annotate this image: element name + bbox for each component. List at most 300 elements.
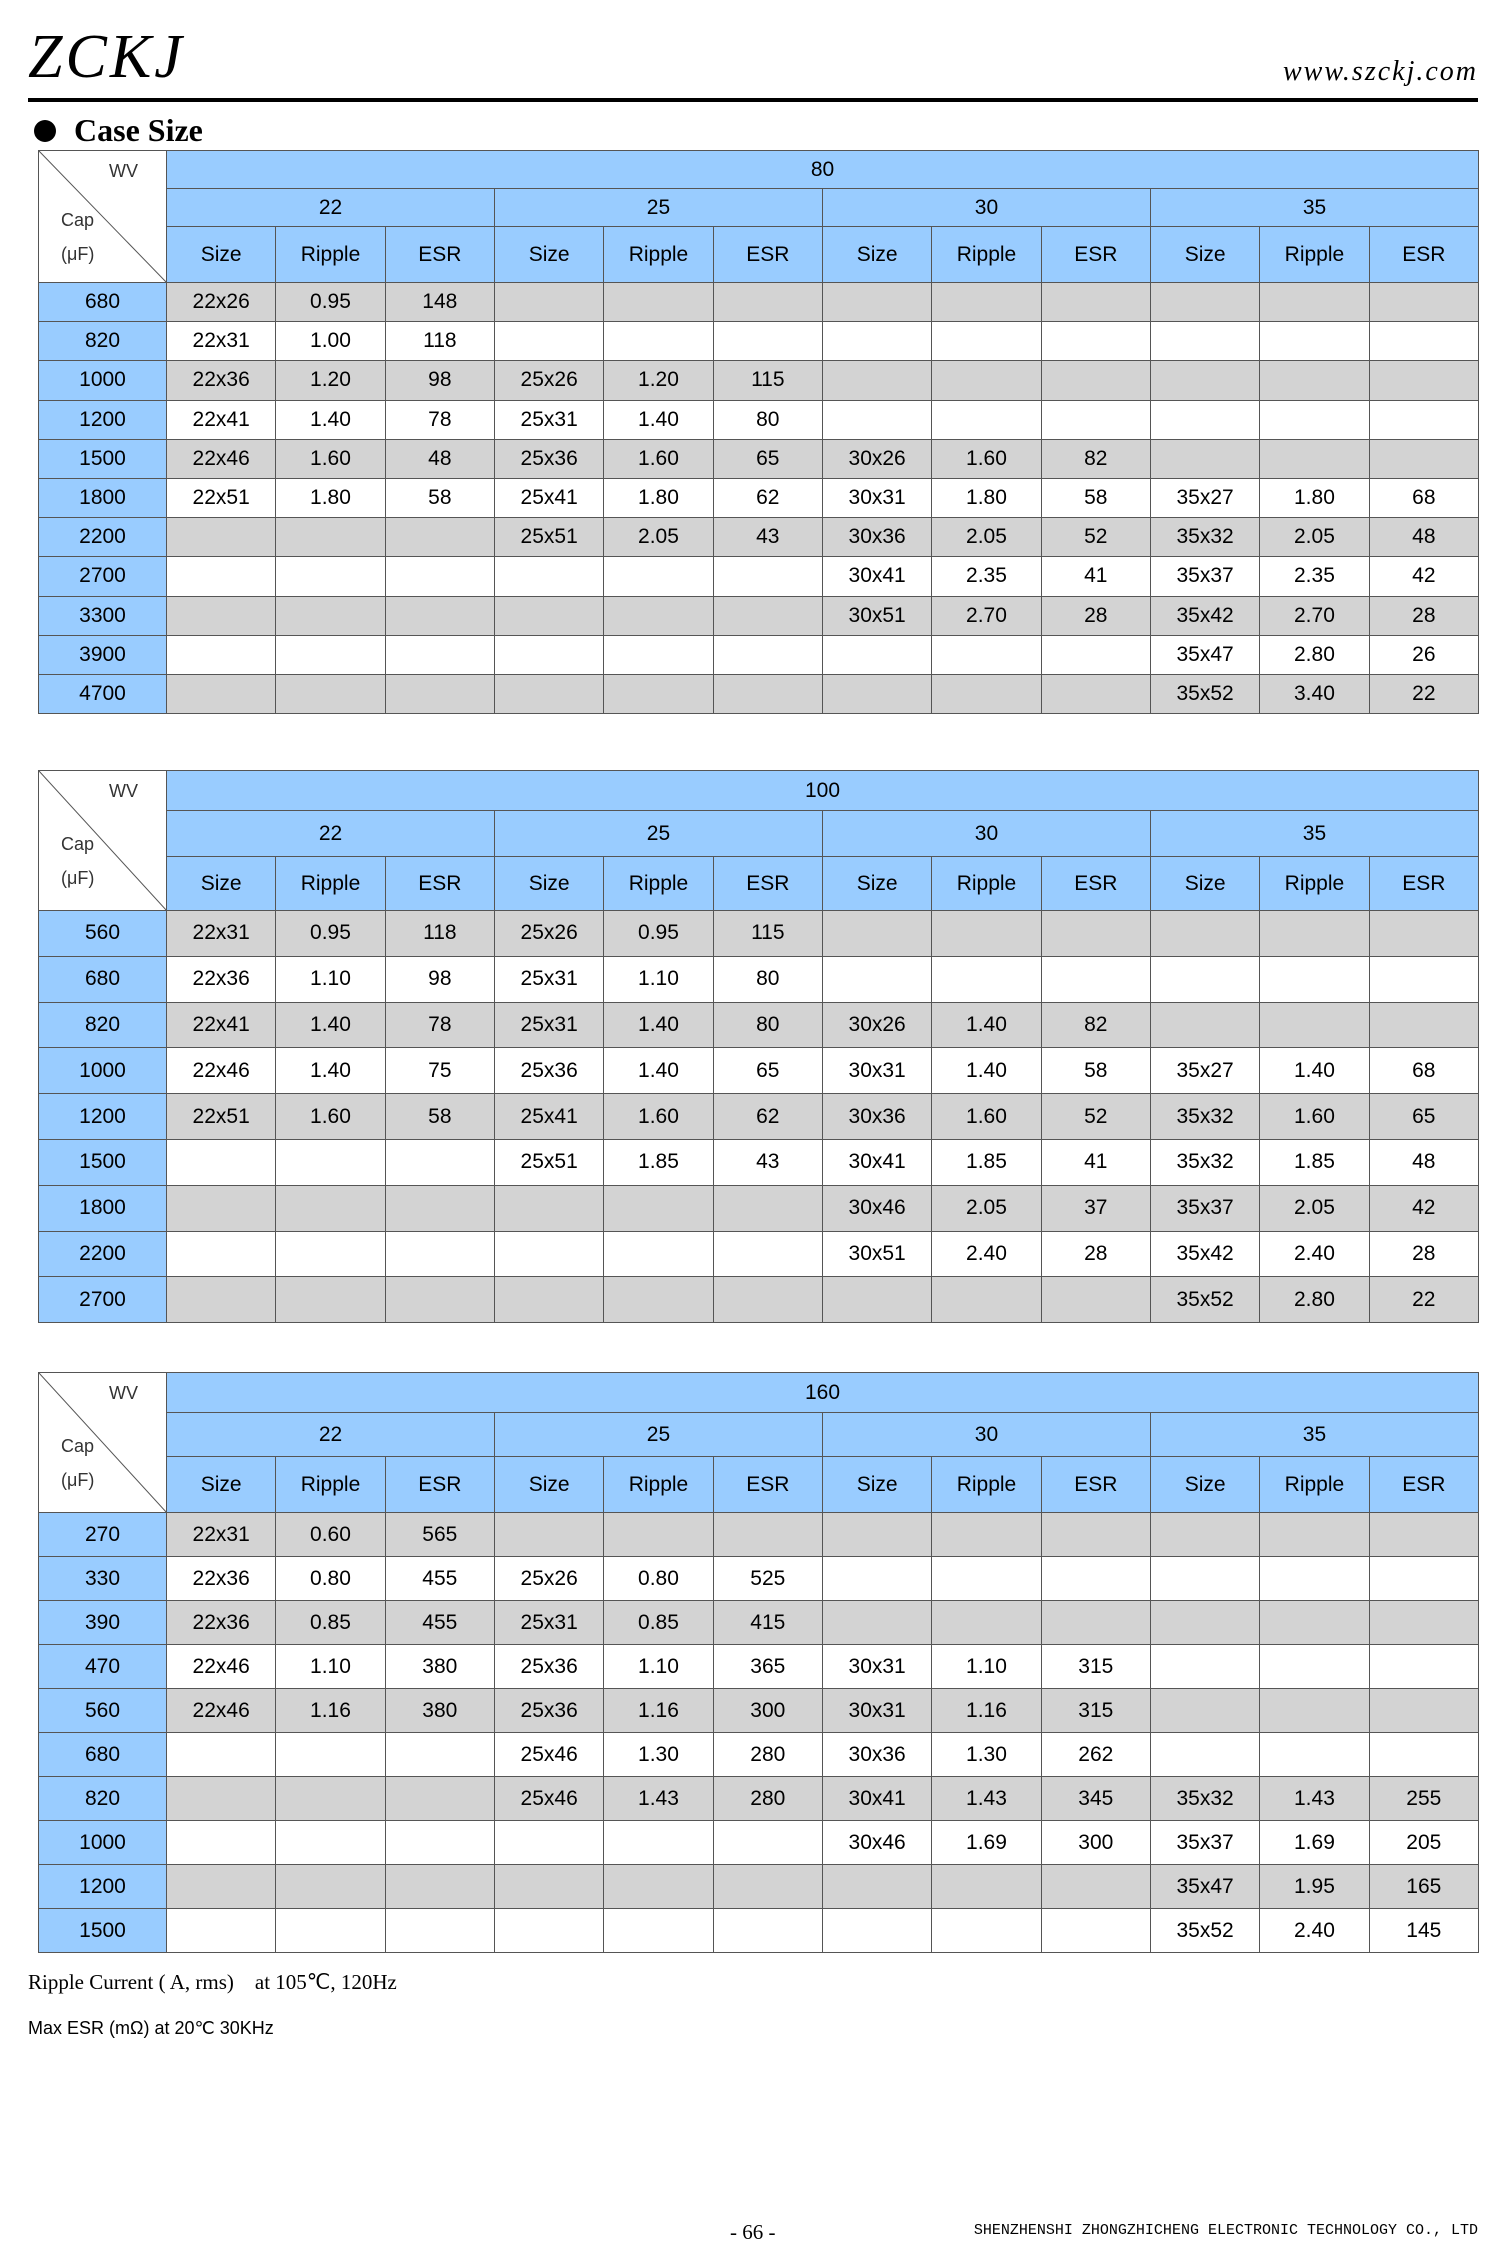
cell-esr <box>1369 1733 1478 1777</box>
company-name: SHENZHENSHI ZHONGZHICHENG ELECTRONIC TECHNOLOGY CO., LTD <box>973 2222 1478 2239</box>
cell-size <box>167 1277 276 1323</box>
table-row <box>39 1277 1479 1323</box>
corner-cap-label: Cap <box>61 1436 95 1456</box>
cell-ripple <box>1260 1733 1369 1777</box>
cell-size <box>167 1909 276 1953</box>
cell-size <box>822 1909 931 1953</box>
cell-ripple <box>276 1821 385 1865</box>
cell-esr: 22 <box>1369 674 1479 713</box>
cell-ripple: 2.40 <box>932 1231 1041 1277</box>
cell-ripple <box>604 1865 713 1909</box>
cell-ripple: 2.05 <box>932 518 1041 557</box>
cell-ripple <box>604 322 713 361</box>
cell-size <box>1150 956 1259 1002</box>
cell-size: 25x36 <box>494 1689 603 1733</box>
page-number: - 66 - <box>730 2220 776 2244</box>
diameter-group-header: 25 <box>494 1413 822 1457</box>
capacitance-cell: 820 <box>39 322 167 361</box>
column-header-ripple: Ripple <box>1260 1457 1369 1513</box>
cell-ripple <box>932 956 1041 1002</box>
cell-esr: 345 <box>1041 1777 1150 1821</box>
cell-ripple: 1.40 <box>604 1002 713 1048</box>
cell-size: 30x51 <box>822 596 931 635</box>
cell-ripple: 1.40 <box>932 1002 1041 1048</box>
column-header-size: Size <box>494 1457 603 1513</box>
cell-size: 30x46 <box>822 1821 931 1865</box>
cell-ripple <box>276 557 385 596</box>
cell-size: 25x31 <box>494 400 603 439</box>
cell-size: 22x36 <box>167 956 276 1002</box>
cell-ripple: 2.35 <box>932 557 1041 596</box>
column-header-ripple: Ripple <box>604 227 713 283</box>
cell-ripple <box>932 635 1041 674</box>
column-header-esr: ESR <box>713 857 822 911</box>
cell-ripple: 1.43 <box>1260 1777 1369 1821</box>
column-header-esr: ESR <box>385 857 494 911</box>
capacitance-cell: 1200 <box>39 1865 167 1909</box>
cell-esr <box>385 557 494 596</box>
cell-esr <box>385 1909 494 1953</box>
cell-esr <box>1369 1002 1478 1048</box>
column-header-esr: ESR <box>713 227 822 283</box>
cell-size: 22x51 <box>167 1094 276 1140</box>
voltage-header: 100 <box>167 771 1479 811</box>
cell-ripple: 1.69 <box>1260 1821 1369 1865</box>
cell-esr <box>1041 635 1150 674</box>
cell-ripple <box>604 1277 713 1323</box>
column-header-ripple: Ripple <box>276 227 385 283</box>
cell-ripple: 1.60 <box>276 1094 385 1140</box>
cell-ripple: 1.40 <box>604 1048 713 1094</box>
cell-ripple: 2.35 <box>1260 557 1369 596</box>
cell-esr <box>1041 956 1150 1002</box>
cell-esr: 28 <box>1369 1231 1478 1277</box>
header-rule <box>28 98 1478 102</box>
cell-size: 22x36 <box>167 361 276 400</box>
cell-ripple <box>932 1601 1041 1645</box>
cell-esr <box>1041 674 1150 713</box>
corner-wv-label: WV <box>109 161 138 181</box>
column-header-size: Size <box>494 227 603 283</box>
column-header-esr: ESR <box>713 1457 822 1513</box>
cell-ripple <box>604 674 713 713</box>
section-title <box>34 112 203 149</box>
cell-size <box>822 635 931 674</box>
corner-unit-label: (μF) <box>61 1470 95 1490</box>
cell-size: 35x37 <box>1150 1821 1259 1865</box>
cell-size: 25x36 <box>494 439 603 478</box>
cell-ripple: 1.80 <box>276 478 385 517</box>
cell-ripple <box>1260 956 1369 1002</box>
capacitance-cell: 1200 <box>39 1094 167 1140</box>
cell-esr <box>713 1231 822 1277</box>
diameter-group-header: 25 <box>494 189 822 227</box>
table-row <box>39 518 1479 557</box>
cell-size: 30x41 <box>822 1139 931 1185</box>
table-row <box>39 1002 1479 1048</box>
diameter-group-header: 35 <box>1150 189 1478 227</box>
cell-esr: 415 <box>713 1601 822 1645</box>
cell-size: 22x41 <box>167 1002 276 1048</box>
cell-size <box>494 635 603 674</box>
cell-size: 22x46 <box>167 1689 276 1733</box>
cell-size: 35x32 <box>1150 1094 1259 1140</box>
cell-ripple <box>932 283 1041 322</box>
capacitance-cell: 4700 <box>39 674 167 713</box>
cell-ripple: 1.40 <box>276 1048 385 1094</box>
cell-esr: 565 <box>385 1513 494 1557</box>
cell-esr <box>385 518 494 557</box>
cell-ripple: 1.43 <box>932 1777 1041 1821</box>
column-header-esr: ESR <box>385 1457 494 1513</box>
cell-esr <box>713 322 822 361</box>
cell-ripple <box>604 557 713 596</box>
cell-size <box>494 1231 603 1277</box>
table-row <box>39 596 1479 635</box>
cell-esr <box>1369 956 1478 1002</box>
capacitance-cell: 1500 <box>39 1909 167 1953</box>
corner-header <box>39 771 167 911</box>
cell-size <box>1150 439 1259 478</box>
cell-size <box>494 1821 603 1865</box>
cell-size: 25x36 <box>494 1048 603 1094</box>
cell-esr: 48 <box>385 439 494 478</box>
cell-ripple <box>932 911 1041 957</box>
cell-esr: 65 <box>713 439 822 478</box>
cell-size <box>822 283 931 322</box>
corner-diagonal <box>39 771 167 911</box>
cell-ripple: 2.05 <box>604 518 713 557</box>
cell-esr <box>1041 1601 1150 1645</box>
table-row <box>39 400 1479 439</box>
cell-size: 25x31 <box>494 1601 603 1645</box>
cell-esr: 28 <box>1041 1231 1150 1277</box>
cell-esr: 280 <box>713 1733 822 1777</box>
capacitance-cell: 560 <box>39 911 167 957</box>
column-header-size: Size <box>1150 1457 1259 1513</box>
cell-size <box>1150 1601 1259 1645</box>
cell-esr: 115 <box>713 911 822 957</box>
cell-size: 30x51 <box>822 1231 931 1277</box>
cell-esr: 78 <box>385 1002 494 1048</box>
table-row <box>39 911 1479 957</box>
cell-size <box>1150 1689 1259 1733</box>
column-header-ripple: Ripple <box>604 857 713 911</box>
cell-ripple: 1.40 <box>276 400 385 439</box>
cell-esr: 80 <box>713 956 822 1002</box>
cell-ripple <box>276 1733 385 1777</box>
cell-esr: 82 <box>1041 1002 1150 1048</box>
column-header-size: Size <box>822 227 931 283</box>
column-header-esr: ESR <box>1041 227 1150 283</box>
corner-diagonal <box>39 151 167 283</box>
cell-size: 30x31 <box>822 1645 931 1689</box>
cell-esr: 22 <box>1369 1277 1478 1323</box>
cell-ripple <box>604 1231 713 1277</box>
cell-esr <box>1041 1865 1150 1909</box>
capacitance-cell: 2700 <box>39 557 167 596</box>
table-row <box>39 557 1479 596</box>
cell-size <box>1150 283 1259 322</box>
cell-ripple: 2.70 <box>1260 596 1369 635</box>
cell-ripple <box>604 1821 713 1865</box>
cell-size: 25x26 <box>494 361 603 400</box>
table-row <box>39 478 1479 517</box>
cell-size <box>167 1777 276 1821</box>
cell-size: 30x41 <box>822 557 931 596</box>
column-header-size: Size <box>167 857 276 911</box>
cell-ripple: 1.10 <box>276 956 385 1002</box>
cell-size <box>167 1865 276 1909</box>
cell-esr: 75 <box>385 1048 494 1094</box>
table-row <box>39 1601 1479 1645</box>
cell-size <box>167 596 276 635</box>
table-row <box>39 1139 1479 1185</box>
cell-esr: 37 <box>1041 1185 1150 1231</box>
cell-ripple <box>276 1277 385 1323</box>
cell-size: 30x31 <box>822 1689 931 1733</box>
cell-size: 25x26 <box>494 1557 603 1601</box>
cell-ripple: 1.43 <box>604 1777 713 1821</box>
cell-ripple <box>1260 1513 1369 1557</box>
cell-esr <box>1369 400 1479 439</box>
cell-ripple <box>932 1513 1041 1557</box>
cell-size <box>494 1185 603 1231</box>
table-row <box>39 1513 1479 1557</box>
diameter-group-header: 30 <box>822 1413 1150 1457</box>
table-row <box>39 439 1479 478</box>
cell-ripple <box>1260 400 1369 439</box>
cell-esr: 280 <box>713 1777 822 1821</box>
diameter-group-header: 30 <box>822 189 1150 227</box>
cell-esr: 300 <box>1041 1821 1150 1865</box>
table-row <box>39 1185 1479 1231</box>
cell-size <box>494 557 603 596</box>
cell-size <box>1150 1645 1259 1689</box>
cell-size: 22x31 <box>167 322 276 361</box>
cell-size <box>167 674 276 713</box>
cell-ripple <box>276 1865 385 1909</box>
column-header-ripple: Ripple <box>276 857 385 911</box>
cell-size: 22x36 <box>167 1557 276 1601</box>
cell-ripple: 0.95 <box>604 911 713 957</box>
column-header-size: Size <box>167 227 276 283</box>
column-header-esr: ESR <box>1041 857 1150 911</box>
cell-esr: 380 <box>385 1645 494 1689</box>
cell-ripple: 1.95 <box>1260 1865 1369 1909</box>
diameter-group-header: 22 <box>167 1413 495 1457</box>
cell-size <box>822 322 931 361</box>
cell-ripple <box>276 1231 385 1277</box>
cell-esr: 455 <box>385 1557 494 1601</box>
capacitance-cell: 2200 <box>39 1231 167 1277</box>
cell-size <box>167 1231 276 1277</box>
cell-esr <box>713 557 822 596</box>
cell-size <box>822 361 931 400</box>
cell-esr <box>1369 1689 1478 1733</box>
cell-size: 30x36 <box>822 1733 931 1777</box>
column-header-ripple: Ripple <box>1260 227 1369 283</box>
column-header-ripple: Ripple <box>932 227 1041 283</box>
column-header-size: Size <box>167 1457 276 1513</box>
cell-ripple: 1.80 <box>932 478 1041 517</box>
cell-ripple: 2.05 <box>932 1185 1041 1231</box>
column-header-esr: ESR <box>385 227 494 283</box>
cell-esr <box>1369 1557 1478 1601</box>
cell-esr <box>385 1865 494 1909</box>
cell-size: 22x46 <box>167 1645 276 1689</box>
cell-esr <box>1369 1513 1478 1557</box>
section-title-text: Case Size <box>74 112 203 148</box>
cell-ripple: 1.60 <box>276 439 385 478</box>
column-header-size: Size <box>822 857 931 911</box>
table-row <box>39 1557 1479 1601</box>
cell-esr: 82 <box>1041 439 1150 478</box>
cell-size <box>167 1821 276 1865</box>
cell-esr <box>1369 1645 1478 1689</box>
cell-esr <box>385 1733 494 1777</box>
cell-esr: 262 <box>1041 1733 1150 1777</box>
cell-ripple: 1.10 <box>604 1645 713 1689</box>
ripple-note: Ripple Current ( A, rms) at 105℃, 120Hz <box>28 1970 397 1994</box>
cell-ripple <box>1260 911 1369 957</box>
cell-ripple: 1.80 <box>604 478 713 517</box>
cell-esr: 28 <box>1041 596 1150 635</box>
corner-header <box>39 151 167 283</box>
corner-unit-label: (μF) <box>61 244 95 265</box>
cell-esr: 42 <box>1369 1185 1478 1231</box>
cell-esr: 62 <box>713 1094 822 1140</box>
table-row <box>39 956 1479 1002</box>
cell-esr: 145 <box>1369 1909 1478 1953</box>
cell-ripple: 1.85 <box>932 1139 1041 1185</box>
cell-size: 35x37 <box>1150 1185 1259 1231</box>
capacitance-cell: 1500 <box>39 1139 167 1185</box>
cell-ripple <box>604 1185 713 1231</box>
cell-ripple: 1.40 <box>276 1002 385 1048</box>
cell-size <box>822 1601 931 1645</box>
table-row <box>39 1689 1479 1733</box>
cell-esr <box>385 596 494 635</box>
spec-table-160 <box>38 1372 1479 1953</box>
cell-esr <box>713 1185 822 1231</box>
cell-esr <box>385 1231 494 1277</box>
cell-ripple: 1.40 <box>1260 1048 1369 1094</box>
cell-ripple <box>932 1557 1041 1601</box>
cell-ripple: 1.00 <box>276 322 385 361</box>
cell-esr: 205 <box>1369 1821 1478 1865</box>
cell-esr <box>1369 911 1478 957</box>
cell-size: 35x32 <box>1150 518 1259 557</box>
cell-esr: 26 <box>1369 635 1479 674</box>
voltage-header: 80 <box>167 151 1479 189</box>
cell-size: 25x36 <box>494 1645 603 1689</box>
cell-size: 35x47 <box>1150 635 1259 674</box>
cell-esr <box>713 1513 822 1557</box>
cell-esr: 118 <box>385 322 494 361</box>
cell-size <box>822 400 931 439</box>
cell-ripple <box>604 596 713 635</box>
website-url: www.szckj.com <box>1282 56 1478 87</box>
cell-esr <box>713 674 822 713</box>
cell-ripple: 0.80 <box>604 1557 713 1601</box>
cell-size: 25x46 <box>494 1733 603 1777</box>
cell-size <box>494 596 603 635</box>
table-row <box>39 1865 1479 1909</box>
cell-ripple <box>932 322 1041 361</box>
cell-esr <box>713 1821 822 1865</box>
cell-esr: 65 <box>713 1048 822 1094</box>
cell-ripple: 2.05 <box>1260 1185 1369 1231</box>
cell-ripple: 1.80 <box>1260 478 1369 517</box>
cell-esr: 65 <box>1369 1094 1478 1140</box>
capacitance-cell: 330 <box>39 1557 167 1601</box>
cell-size: 22x46 <box>167 1048 276 1094</box>
cell-ripple <box>276 1139 385 1185</box>
cell-size: 25x41 <box>494 1094 603 1140</box>
cell-size <box>167 1185 276 1231</box>
table-row <box>39 1048 1479 1094</box>
diameter-group-header: 30 <box>822 811 1150 857</box>
cell-esr <box>1369 322 1479 361</box>
cell-size: 22x46 <box>167 439 276 478</box>
cell-esr: 455 <box>385 1601 494 1645</box>
cell-ripple: 3.40 <box>1260 674 1369 713</box>
capacitance-cell: 1000 <box>39 1821 167 1865</box>
cell-size <box>822 1865 931 1909</box>
capacitance-cell: 1500 <box>39 439 167 478</box>
cell-size <box>494 1277 603 1323</box>
cell-size <box>822 1513 931 1557</box>
table-row <box>39 1777 1479 1821</box>
cell-size: 22x51 <box>167 478 276 517</box>
cell-size: 35x52 <box>1150 1909 1259 1953</box>
cell-ripple <box>276 674 385 713</box>
cell-esr: 78 <box>385 400 494 439</box>
cell-size <box>1150 1513 1259 1557</box>
capacitance-cell: 680 <box>39 1733 167 1777</box>
cell-size <box>822 1557 931 1601</box>
capacitance-cell: 560 <box>39 1689 167 1733</box>
table-row <box>39 1733 1479 1777</box>
cell-ripple <box>1260 1689 1369 1733</box>
cell-esr: 165 <box>1369 1865 1478 1909</box>
cell-size <box>1150 1733 1259 1777</box>
cell-ripple: 1.20 <box>276 361 385 400</box>
cell-esr <box>385 635 494 674</box>
cell-ripple <box>276 635 385 674</box>
cell-esr: 62 <box>713 478 822 517</box>
cell-size <box>494 1865 603 1909</box>
cell-esr <box>385 1777 494 1821</box>
cell-ripple <box>1260 361 1369 400</box>
capacitance-cell: 270 <box>39 1513 167 1557</box>
capacitance-cell: 820 <box>39 1777 167 1821</box>
company-logo: ZCKJ <box>28 23 185 91</box>
bullet-icon <box>34 120 56 142</box>
capacitance-cell: 1000 <box>39 1048 167 1094</box>
corner-wv-label: WV <box>109 781 138 801</box>
cell-size <box>1150 322 1259 361</box>
cell-size: 30x36 <box>822 1094 931 1140</box>
cell-esr: 315 <box>1041 1645 1150 1689</box>
capacitance-cell: 390 <box>39 1601 167 1645</box>
cell-ripple <box>276 518 385 557</box>
cell-ripple <box>932 1277 1041 1323</box>
cell-size <box>822 1277 931 1323</box>
cell-ripple: 1.40 <box>932 1048 1041 1094</box>
cell-esr <box>1041 361 1150 400</box>
